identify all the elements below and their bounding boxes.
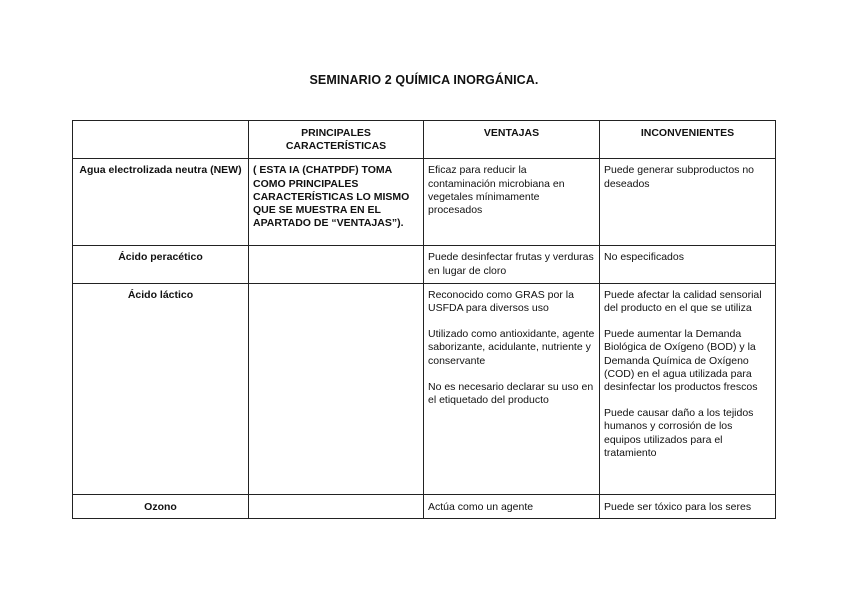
inconvenientes-cell — [600, 246, 776, 283]
comparison-table — [72, 120, 776, 519]
caracteristicas-cell — [249, 494, 424, 518]
row-label: Ácido peracético — [73, 246, 249, 283]
ventajas-cell — [424, 159, 600, 246]
inconvenientes-cell — [600, 494, 776, 518]
ventaja-text: Actúa como un agente — [428, 500, 534, 513]
row-label: Ozono — [73, 494, 249, 518]
caracteristicas-cell: ( ESTA IA (CHATPDF) TOMA COMO PRINCIPALES CARACTERÍSTICAS LO MISMO QUE SE MUESTRA EN EL APARTADO DE “VENTAJAS”). — [249, 159, 424, 246]
table-row — [73, 159, 776, 246]
ventaja-text: Reconocido como GRAS por la USFDA para diversos uso — [428, 288, 574, 315]
caracteristicas-cell — [249, 283, 424, 494]
row-label: Ácido láctico — [73, 283, 249, 494]
ventaja-text: Utilizado como antioxidante, agente saborizante, acidulante, nutriente y conservante — [428, 328, 595, 367]
table-row — [73, 283, 776, 494]
row-label: Agua electrolizada neutra (NEW) — [73, 159, 249, 246]
ventajas-cell — [424, 246, 600, 283]
inconvenientes-cell — [600, 283, 776, 494]
header-ventajas: VENTAJAS — [424, 121, 600, 159]
header-caracteristicas: PRINCIPALES CARACTERÍSTICAS — [249, 121, 424, 159]
table-header-row — [73, 121, 776, 159]
ventajas-cell — [424, 283, 600, 494]
header-empty — [73, 121, 249, 159]
inconvenientes-cell — [600, 159, 776, 246]
header-inconvenientes: INCONVENIENTES — [600, 121, 776, 159]
inconveniente-text: No especificados — [604, 251, 684, 264]
ventaja-text: Puede desinfectar frutas y verduras en lugar de cloro — [428, 251, 594, 277]
table-row — [73, 246, 776, 283]
ventaja-text: Eficaz para reducir la contaminación microbiana en vegetales mínimamente procesados — [428, 164, 565, 217]
ventaja-text: No es necesario declarar su uso en el etiquetado del producto — [428, 380, 594, 407]
inconveniente-text: Puede ser tóxico para los seres — [604, 500, 752, 513]
inconveniente-text: Puede generar subproductos no deseados — [604, 164, 755, 190]
inconveniente-text: Puede aumentar la Demanda Biológica de Oxígeno (BOD) y la Demanda Química de Oxígeno (COD) en el agua utilizada para desinfectar los productos frescos — [604, 328, 758, 394]
inconveniente-text: Puede afectar la calidad sensorial del producto en el que se utiliza — [604, 288, 762, 315]
table-row — [73, 494, 776, 518]
page-title: SEMINARIO 2 QUÍMICA INORGÁNICA. — [309, 73, 539, 87]
caracteristicas-cell — [249, 246, 424, 283]
ventajas-cell — [424, 494, 600, 518]
inconveniente-text: Puede causar daño a los tejidos humanos y corrosión de los equipos utilizados para el tratamiento — [604, 407, 754, 459]
